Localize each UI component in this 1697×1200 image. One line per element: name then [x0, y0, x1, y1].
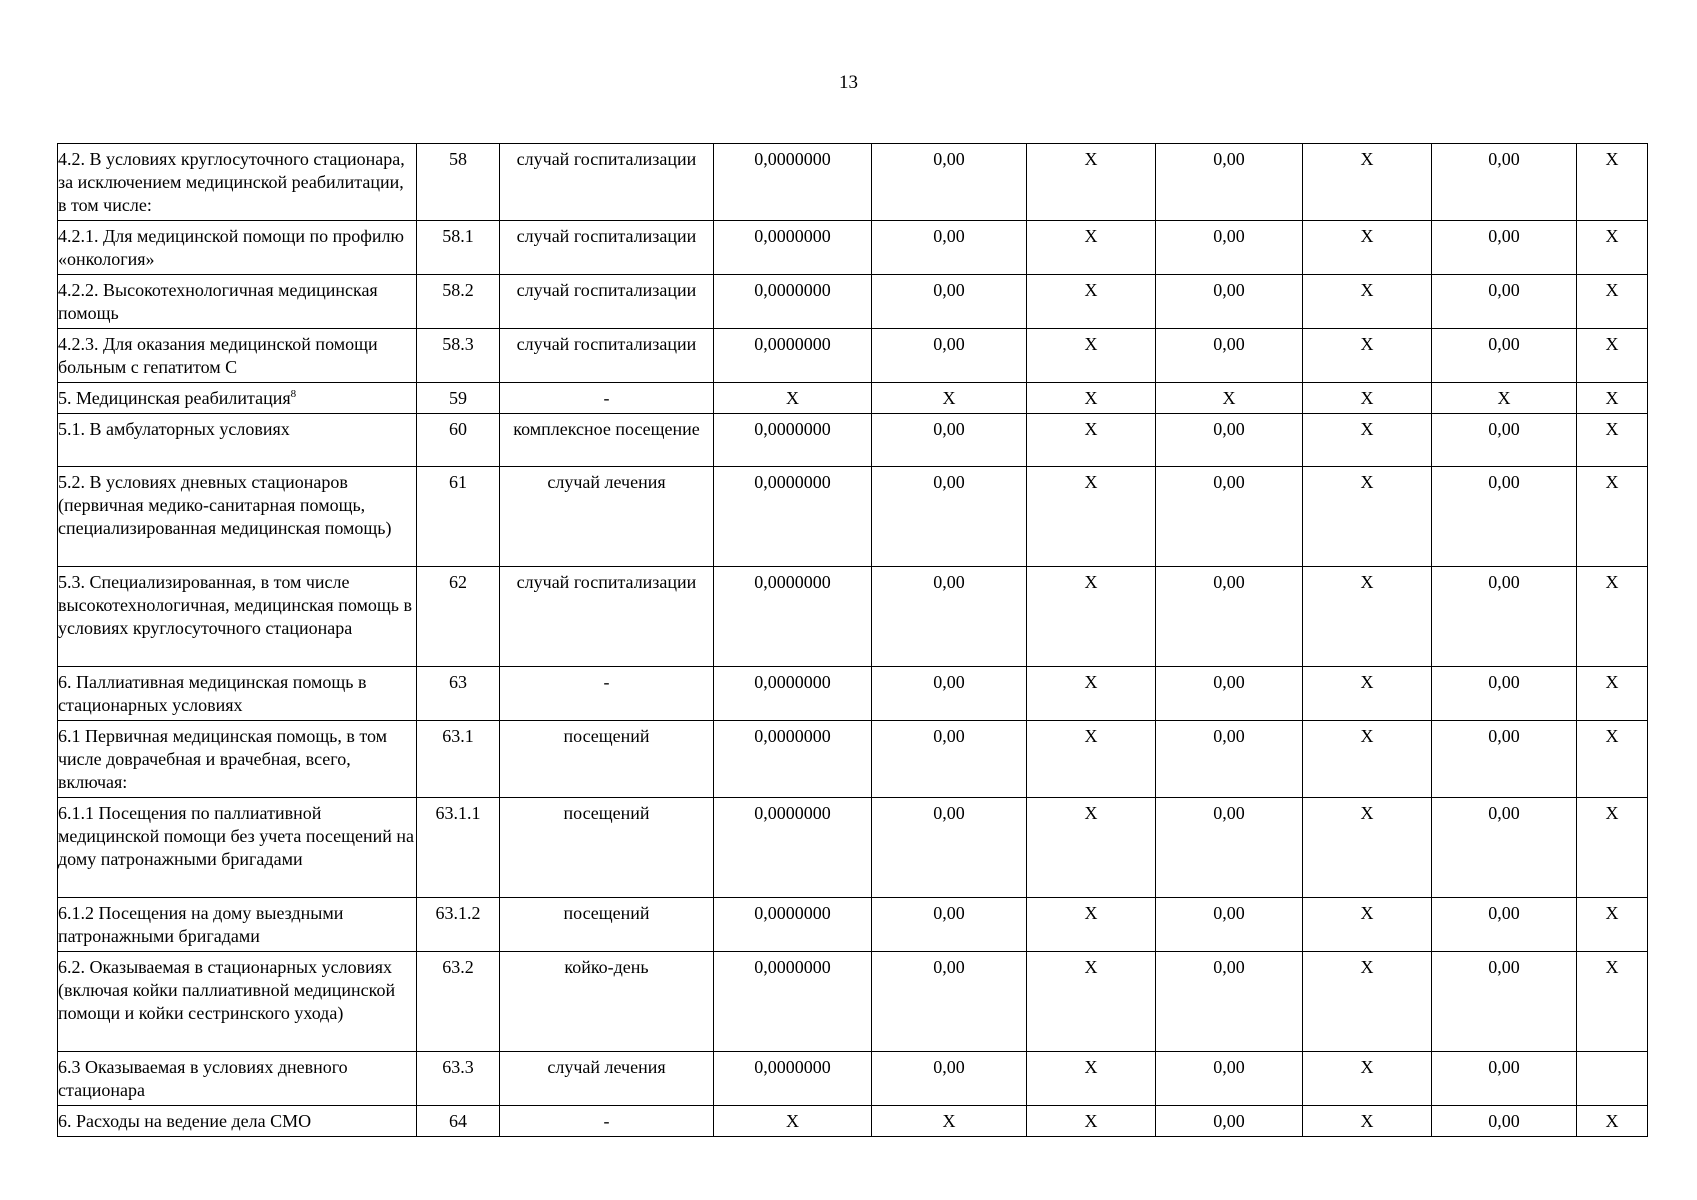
cell-value: X: [872, 1106, 1027, 1137]
cell-value: 0,00: [1432, 721, 1577, 798]
cell-value: 0,00: [872, 467, 1027, 567]
cell-value: 0,00: [1432, 329, 1577, 383]
row-name: 5.3. Специализированная, в том числе высокотехнологичная, медицинская помощь в условиях круглосуточного стационара: [58, 567, 417, 667]
cell-value: 0,00: [1156, 1106, 1303, 1137]
data-table: [57, 143, 1648, 1137]
page-number: 13: [839, 72, 858, 93]
cell-value: X: [1577, 898, 1648, 952]
cell-value: X: [1303, 667, 1432, 721]
cell-value: X: [1577, 721, 1648, 798]
table-row: [58, 1052, 1648, 1106]
cell-value: X: [1027, 721, 1156, 798]
cell-value: 0,00: [1432, 221, 1577, 275]
cell-value: 0,00: [1432, 898, 1577, 952]
cell-value: 0,00: [872, 952, 1027, 1052]
cell-value: 0,0000000: [714, 798, 872, 898]
cell-value: 0,00: [1156, 467, 1303, 567]
cell-value: X: [1027, 1106, 1156, 1137]
cell-value: 0,00: [872, 221, 1027, 275]
cell-value: 0,00: [1156, 798, 1303, 898]
row-name: 6. Расходы на ведение дела СМО: [58, 1106, 417, 1137]
cell-value: 0,00: [872, 329, 1027, 383]
row-name: 4.2.2. Высокотехнологичная медицинская помощь: [58, 275, 417, 329]
row-code: 63: [417, 667, 500, 721]
row-unit: посещений: [500, 898, 714, 952]
table-row: [58, 798, 1648, 898]
row-unit: случай лечения: [500, 467, 714, 567]
row-name: 6.2. Оказываемая в стационарных условиях (включая койки паллиативной медицинской помощи и койки сестринского ухода): [58, 952, 417, 1052]
cell-value: X: [1577, 667, 1648, 721]
cell-value: X: [1577, 329, 1648, 383]
cell-value: X: [1027, 567, 1156, 667]
row-name: 4.2. В условиях круглосуточного стационара, за исключением медицинской реабилитации, в том числе:: [58, 144, 417, 221]
cell-value: 0,00: [872, 721, 1027, 798]
row-code: 58: [417, 144, 500, 221]
cell-value: 0,00: [872, 567, 1027, 667]
cell-value: X: [1577, 383, 1648, 414]
cell-value: 0,00: [1432, 798, 1577, 898]
row-code: 63.1.1: [417, 798, 500, 898]
cell-value: X: [1577, 567, 1648, 667]
cell-value: X: [1577, 952, 1648, 1052]
table-row: [58, 567, 1648, 667]
cell-value: X: [714, 1106, 872, 1137]
row-code: 63.3: [417, 1052, 500, 1106]
cell-value: X: [1303, 383, 1432, 414]
row-name: 4.2.3. Для оказания медицинской помощи больным с гепатитом С: [58, 329, 417, 383]
row-name: 6. Паллиативная медицинская помощь в стационарных условиях: [58, 667, 417, 721]
cell-value: X: [1303, 221, 1432, 275]
row-name-text: 5. Медицинская реабилитация: [58, 388, 291, 408]
cell-value: X: [1027, 952, 1156, 1052]
cell-value: 0,00: [1156, 1052, 1303, 1106]
row-unit: койко-день: [500, 952, 714, 1052]
cell-value: X: [1303, 275, 1432, 329]
cell-value: 0,0000000: [714, 721, 872, 798]
cell-value: X: [1027, 1052, 1156, 1106]
cell-value: 0,0000000: [714, 414, 872, 467]
cell-value: X: [1027, 667, 1156, 721]
cell-value: 0,00: [1156, 144, 1303, 221]
cell-value: X: [1027, 898, 1156, 952]
table-row: [58, 383, 1648, 414]
cell-value: 0,00: [1432, 667, 1577, 721]
cell-value: 0,0000000: [714, 952, 872, 1052]
cell-value: X: [1303, 1052, 1432, 1106]
cell-value: X: [1303, 952, 1432, 1052]
cell-value: 0,00: [1156, 329, 1303, 383]
row-code: 64: [417, 1106, 500, 1137]
row-code: 60: [417, 414, 500, 467]
table-row: [58, 898, 1648, 952]
row-unit: случай госпитализации: [500, 144, 714, 221]
cell-value: 0,00: [1432, 144, 1577, 221]
row-unit: -: [500, 1106, 714, 1137]
cell-value: X: [1027, 329, 1156, 383]
cell-value: 0,0000000: [714, 144, 872, 221]
cell-value: 0,00: [872, 275, 1027, 329]
cell-value: X: [1027, 275, 1156, 329]
row-unit: случай госпитализации: [500, 221, 714, 275]
cell-value: 0,0000000: [714, 898, 872, 952]
cell-value: 0,00: [872, 414, 1027, 467]
row-unit: комплексное посещение: [500, 414, 714, 467]
row-unit: -: [500, 667, 714, 721]
cell-value: X: [1577, 414, 1648, 467]
cell-value: 0,00: [1432, 567, 1577, 667]
row-code: 58.3: [417, 329, 500, 383]
cell-value: 0,00: [1432, 952, 1577, 1052]
cell-value: 0,00: [1156, 221, 1303, 275]
row-code: 63.2: [417, 952, 500, 1052]
cell-value: X: [1577, 467, 1648, 567]
row-code: 58.2: [417, 275, 500, 329]
row-name: 5.2. В условиях дневных стационаров (первичная медико-санитарная помощь, специализированная медицинская помощь): [58, 467, 417, 567]
row-unit: случай госпитализации: [500, 275, 714, 329]
cell-value: 0,0000000: [714, 275, 872, 329]
cell-value: X: [1577, 144, 1648, 221]
cell-value: 0,00: [1156, 721, 1303, 798]
cell-value: X: [1432, 383, 1577, 414]
cell-value: X: [1303, 1106, 1432, 1137]
cell-value: X: [1027, 414, 1156, 467]
cell-value: 0,00: [1432, 414, 1577, 467]
table-row: [58, 667, 1648, 721]
cell-value: 0,0000000: [714, 1052, 872, 1106]
row-unit: -: [500, 383, 714, 414]
table-row: [58, 329, 1648, 383]
row-unit: случай госпитализации: [500, 567, 714, 667]
table-row: [58, 721, 1648, 798]
cell-value: 0,0000000: [714, 567, 872, 667]
cell-value: 0,0000000: [714, 221, 872, 275]
footnote-mark: 8: [290, 388, 297, 400]
cell-value: 0,0000000: [714, 667, 872, 721]
cell-value: X: [1303, 414, 1432, 467]
cell-value: X: [1577, 798, 1648, 898]
cell-value: 0,00: [1432, 275, 1577, 329]
cell-value: 0,00: [1432, 1052, 1577, 1106]
row-code: 61: [417, 467, 500, 567]
cell-value: 0,0000000: [714, 329, 872, 383]
cell-value: 0,00: [1156, 414, 1303, 467]
cell-value: 0,00: [1432, 1106, 1577, 1137]
row-unit: посещений: [500, 721, 714, 798]
cell-value: 0,00: [872, 667, 1027, 721]
cell-value: 0,00: [1156, 567, 1303, 667]
cell-value: X: [872, 383, 1027, 414]
cell-value: X: [1027, 383, 1156, 414]
row-unit: посещений: [500, 798, 714, 898]
table-row: [58, 221, 1648, 275]
row-name: 6.3 Оказываемая в условиях дневного стационара: [58, 1052, 417, 1106]
cell-value: X: [1303, 721, 1432, 798]
row-name: 4.2.1. Для медицинской помощи по профилю «онкология»: [58, 221, 417, 275]
cell-value: X: [1577, 275, 1648, 329]
row-code: 59: [417, 383, 500, 414]
cell-value: X: [1303, 567, 1432, 667]
cell-value: 0,00: [872, 798, 1027, 898]
cell-value: 0,0000000: [714, 467, 872, 567]
cell-value: X: [1156, 383, 1303, 414]
row-code: 58.1: [417, 221, 500, 275]
cell-value: X: [1303, 798, 1432, 898]
cell-value: X: [1303, 898, 1432, 952]
cell-value: X: [1027, 144, 1156, 221]
cell-value: 0,00: [1432, 467, 1577, 567]
cell-value: 0,00: [872, 898, 1027, 952]
row-name: 6.1.2 Посещения на дому выездными патронажными бригадами: [58, 898, 417, 952]
cell-value: 0,00: [1156, 898, 1303, 952]
row-name: 6.1 Первичная медицинская помощь, в том числе доврачебная и врачебная, всего, включая:: [58, 721, 417, 798]
row-name: 5.1. В амбулаторных условиях: [58, 414, 417, 467]
table-row: [58, 952, 1648, 1052]
cell-value: 0,00: [1156, 275, 1303, 329]
cell-value: [1577, 1052, 1648, 1106]
row-name: [58, 383, 417, 414]
cell-value: X: [1303, 144, 1432, 221]
cell-value: X: [1303, 329, 1432, 383]
table-row: [58, 467, 1648, 567]
cell-value: 0,00: [1156, 952, 1303, 1052]
cell-value: X: [1303, 467, 1432, 567]
cell-value: 0,00: [872, 144, 1027, 221]
cell-value: 0,00: [872, 1052, 1027, 1106]
table-row: [58, 414, 1648, 467]
row-code: 63.1: [417, 721, 500, 798]
cell-value: X: [1027, 221, 1156, 275]
cell-value: X: [714, 383, 872, 414]
row-name: 6.1.1 Посещения по паллиативной медицинской помощи без учета посещений на дому патронажными бригадами: [58, 798, 417, 898]
row-unit: случай лечения: [500, 1052, 714, 1106]
row-code: 63.1.2: [417, 898, 500, 952]
row-code: 62: [417, 567, 500, 667]
cell-value: X: [1577, 221, 1648, 275]
table-row: [58, 275, 1648, 329]
table-row: [58, 144, 1648, 221]
cell-value: 0,00: [1156, 667, 1303, 721]
cell-value: X: [1027, 798, 1156, 898]
cell-value: X: [1577, 1106, 1648, 1137]
row-unit: случай госпитализации: [500, 329, 714, 383]
table-row: [58, 1106, 1648, 1137]
cell-value: X: [1027, 467, 1156, 567]
